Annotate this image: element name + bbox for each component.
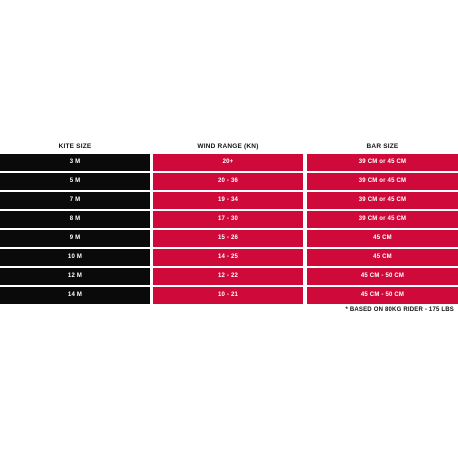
kite-size-cell: 5 M xyxy=(0,173,150,190)
kite-size-cell: 12 M xyxy=(0,268,150,285)
kite-size-cell: 10 M xyxy=(0,249,150,266)
table-row xyxy=(0,268,458,285)
wind-range-cell: 19 - 34 xyxy=(153,192,303,209)
table-row xyxy=(0,154,458,171)
table-row xyxy=(0,230,458,247)
bar-size-cell: 39 CM or 45 CM xyxy=(307,211,458,228)
wind-range-cell: 20+ xyxy=(153,154,303,171)
table-row xyxy=(0,211,458,228)
kite-size-cell: 3 M xyxy=(0,154,150,171)
kite-size-cell: 7 M xyxy=(0,192,150,209)
kite-size-table xyxy=(0,143,458,306)
bar-size-cell: 39 CM or 45 CM xyxy=(307,154,458,171)
kite-size-cell: 9 M xyxy=(0,230,150,247)
bar-size-cell: 45 CM xyxy=(307,230,458,247)
wind-range-cell: 15 - 26 xyxy=(153,230,303,247)
wind-range-cell: 10 - 21 xyxy=(153,287,303,304)
bar-size-cell: 45 CM - 50 CM xyxy=(307,268,458,285)
wind-range-cell: 12 - 22 xyxy=(153,268,303,285)
wind-range-cell: 14 - 25 xyxy=(153,249,303,266)
header-kite-size: KITE SIZE xyxy=(58,143,92,150)
table-row xyxy=(0,287,458,304)
table-row xyxy=(0,173,458,190)
header-bar-size: BAR SIZE xyxy=(366,143,399,150)
header-wind-range: WIND RANGE (KN) xyxy=(197,143,259,150)
kite-size-cell: 14 M xyxy=(0,287,150,304)
bar-size-cell: 45 CM - 50 CM xyxy=(307,287,458,304)
kite-size-cell: 8 M xyxy=(0,211,150,228)
bar-size-cell: 39 CM or 45 CM xyxy=(307,192,458,209)
wind-range-cell: 20 - 36 xyxy=(153,173,303,190)
bar-size-cell: 45 CM xyxy=(307,249,458,266)
table-row xyxy=(0,249,458,266)
table-row xyxy=(0,192,458,209)
bar-size-cell: 39 CM or 45 CM xyxy=(307,173,458,190)
rider-weight-footnote: * BASED ON 80KG RIDER - 175 LBS xyxy=(345,307,454,313)
wind-range-cell: 17 - 30 xyxy=(153,211,303,228)
table-header-row xyxy=(0,143,458,153)
